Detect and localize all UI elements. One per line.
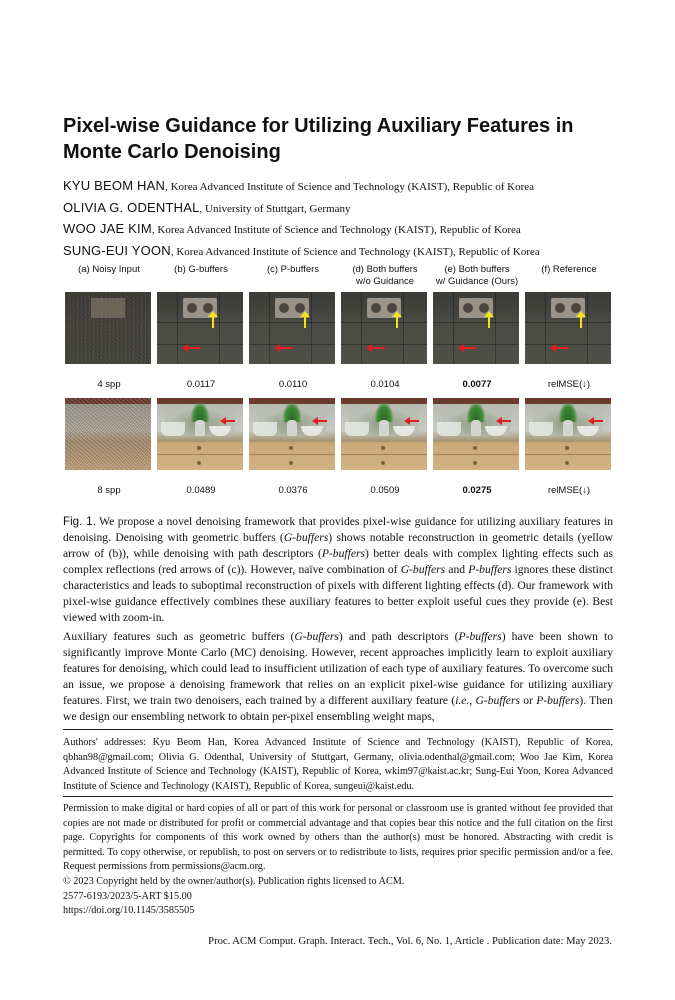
metric-pbuffers-row2: 0.0376 [278, 485, 308, 496]
figure-caption [63, 514, 613, 626]
yellow-arrow-icon [396, 316, 398, 328]
caption-text: ) shows notable reconstruction in geometric details (yellow arrow of (b)), while denoising with path descriptors ( [63, 531, 613, 560]
image-gbuffers-room [157, 398, 243, 470]
red-arrow-icon [409, 420, 419, 422]
red-arrow-icon [317, 420, 327, 422]
author-affiliation: , Korea Advanced Institute of Science and Technology (KAIST), Republic of Korea [151, 224, 521, 236]
red-arrow-icon [279, 347, 293, 349]
metric-ours-row2: 0.0275 [462, 485, 492, 496]
author-name: OLIVIA G. ODENTHAL [63, 199, 200, 215]
abstract-term: G-buffers [475, 694, 520, 707]
abstract-text: , [469, 694, 476, 707]
image-both-no-guidance-socket [341, 292, 427, 364]
permission-block [63, 802, 613, 919]
caption-text: We propose a novel denoising framework that provides pixel-wise guidance for utilizing auxiliary features in denoising. Denoising with geometric buffers ( [63, 515, 613, 544]
permission-divider [63, 796, 613, 797]
caption-term: G-buffers [283, 531, 329, 544]
abstract-text: Auxiliary features such as geometric buffers ( [63, 630, 295, 643]
footnote-divider [63, 729, 613, 730]
issn-line: 2577-6193/2023/5-ART $15.00 [63, 890, 192, 902]
red-arrow-icon [501, 420, 511, 422]
metric-label-row1: relMSE(↓) [547, 379, 591, 390]
image-pbuffers-room [249, 398, 335, 470]
caption-term: G-buffers [400, 563, 446, 576]
abstract-term: P-buffers [536, 694, 580, 707]
copyright-line: © 2023 Copyright held by the owner/author(s). Publication rights licensed to ACM. [63, 875, 405, 887]
author-2 [63, 198, 633, 220]
image-both-no-guidance-room [341, 398, 427, 470]
column-header-pbuffers: (c) P-buffers [266, 264, 320, 275]
abstract-term: i.e. [455, 694, 470, 707]
caption-label: Fig. 1. [63, 515, 96, 528]
red-arrow-icon [187, 347, 201, 349]
metric-gbuffers-row2: 0.0489 [186, 485, 216, 496]
caption-text: ) better deals with complex lighting effects such as complex reflections (red arrows of (c)). However, naïve combination of [63, 547, 613, 576]
yellow-arrow-icon [304, 316, 306, 328]
paper-title: Pixel-wise Guidance for Utilizing Auxiliary Features in Monte Carlo Denoising [63, 115, 574, 163]
red-arrow-icon [593, 420, 603, 422]
author-3 [63, 219, 633, 241]
author-name: SUNG-EUI YOON [63, 242, 171, 258]
image-noisy-socket [65, 292, 151, 364]
metric-ours-row1: 0.0077 [462, 379, 492, 390]
red-arrow-icon [555, 347, 569, 349]
author-list [63, 176, 633, 262]
page-footer: Proc. ACM Comput. Graph. Interact. Tech., Vol. 6, No. 1, Article . Publication date: May 2023. [208, 936, 612, 947]
image-reference-socket [525, 292, 611, 364]
authors-addresses: Authors' addresses: Kyu Beom Han, Korea Advanced Institute of Science and Technology (KAIST), Republic of Korea, qbhan98@gmail.com; Olivia G. Odenthal, University of Stuttgart, Germany, olivia.odenthal@gmail.com; Woo Jae Kim, Korea Advanced Institute of Science and Technology (KAIST), Republic of Korea, wkim97@kaist.ac.kr; Sung-Eui Yoon, Korea Advanced Institute of Science and Technology (KAIST), Republic of Korea, sungeui@kaist.edu. [63, 737, 613, 792]
author-affiliation: , Korea Advanced Institute of Science and Technology (KAIST), Republic of Korea [165, 181, 535, 193]
author-affiliation: , University of Stuttgart, Germany [199, 202, 351, 215]
image-pbuffers-socket [249, 292, 335, 364]
abstract-term: G-buffers [294, 630, 339, 643]
metric-pbuffers-row1: 0.0110 [278, 379, 308, 390]
yellow-arrow-icon [580, 316, 582, 328]
caption-text: and [445, 563, 469, 576]
column-header-ours: (e) Both buffers w/ Guidance (Ours) [435, 264, 519, 287]
abstract-text: ). Then we design our ensembling network to obtain per-pixel ensembling weight maps, [63, 694, 613, 723]
permission-notice: Permission to make digital or hard copies of all or part of this work for personal or classroom use is granted without fee provided that copies are not made or distributed for profit or commercial advantage and that copies bear this notice and the full citation on the first page. Copyrights for components of this work owned by others than the author(s) must be honored. Abstracting with credit is permitted. To copy otherwise, or republish, to post on servers or to redistribute to lists, requires prior specific permission and/or a fee. Request permissions from permissions@acm.org. [63, 803, 613, 873]
abstract-term: P-buffers [458, 630, 502, 643]
image-noisy-room [65, 398, 151, 470]
caption-text: ignores these distinct characteristics and leads to suboptimal reconstruction of pixels with different lighting effects (d). Our framework with pixel-wise guidance effectively combines these auxiliary features to better exploit useful cues they provide (e). Best viewed with zoom-in. [63, 563, 613, 624]
caption-term: P-buffers [468, 563, 512, 576]
image-reference-room [525, 398, 611, 470]
image-ours-socket [433, 292, 519, 364]
abstract [63, 629, 613, 725]
author-1 [63, 176, 633, 198]
metric-gbuffers-row1: 0.0117 [186, 379, 216, 390]
yellow-arrow-icon [488, 316, 490, 328]
caption-term: P-buffers [321, 547, 365, 560]
author-4 [63, 241, 633, 263]
column-header-both-no-guidance: (d) Both buffers w/o Guidance [352, 264, 418, 287]
red-arrow-icon [225, 420, 235, 422]
author-name: WOO JAE KIM [63, 221, 152, 236]
metric-both-no-guidance-row1: 0.0104 [370, 379, 400, 390]
metric-both-no-guidance-row2: 0.0509 [370, 485, 400, 496]
author-name: KYU BEOM HAN [63, 178, 166, 193]
abstract-text: ) have been shown to significantly improve Monte Carlo (MC) denoising. However, recent approaches implicitly learn to exploit auxiliary features for denoising, which could lead to insufficient utilization of each type of auxiliary features. To overcome such an issue, we propose a denoising framework that relies on an explicit pixel-wise guidance for utilizing auxiliary features. First, we train two denoisers, each trained by a different auxiliary feature ( [63, 630, 613, 707]
image-ours-room [433, 398, 519, 470]
red-arrow-icon [371, 347, 385, 349]
teaser-figure [63, 262, 613, 500]
column-header-noisy: (a) Noisy Input [78, 264, 140, 275]
yellow-arrow-icon [212, 316, 214, 328]
metric-noisy-row2: 8 spp [97, 485, 121, 496]
column-header-reference: (f) Reference [541, 264, 597, 275]
column-header-gbuffers: (b) G-buffers [174, 264, 228, 275]
abstract-text: ) and path descriptors ( [338, 630, 459, 643]
abstract-text: or [519, 694, 537, 707]
author-affiliation: , Korea Advanced Institute of Science and Technology (KAIST), Republic of Korea [170, 245, 540, 258]
image-gbuffers-socket [157, 292, 243, 364]
doi-link[interactable]: https://doi.org/10.1145/3585505 [63, 905, 195, 917]
red-arrow-icon [463, 347, 477, 349]
metric-label-row2: relMSE(↓) [547, 485, 591, 496]
metric-noisy-row1: 4 spp [97, 379, 121, 390]
